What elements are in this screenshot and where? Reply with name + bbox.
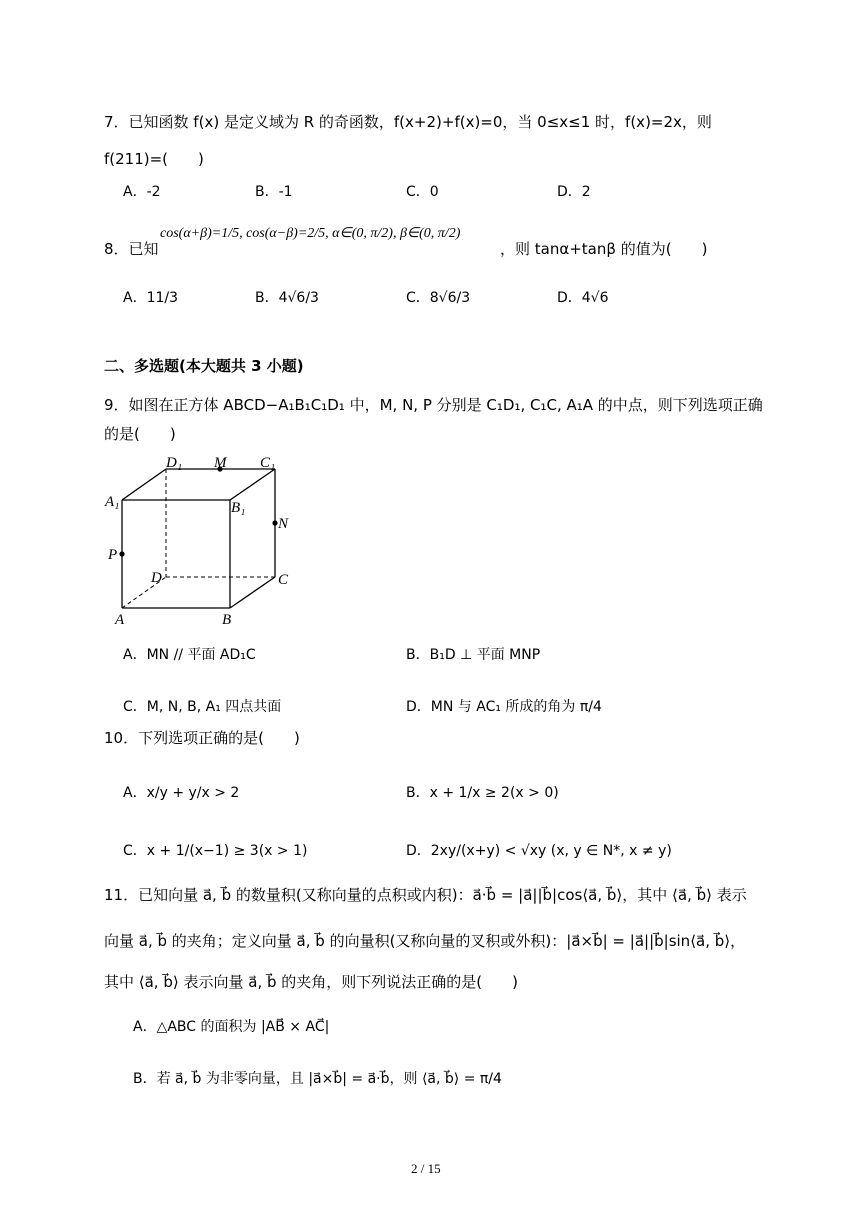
label-a: A [115, 612, 125, 628]
label-d: D [151, 570, 162, 586]
q8-option-c: C．8√6/3 [406, 290, 471, 306]
label-a1: A₁ [105, 494, 120, 510]
q11-stem-line1: 11．已知向量 a⃗, b⃗ 的数量积(又称向量的点积或内积)：a⃗·b⃗ = |a⃗||b⃗|cos⟨a⃗, b⃗⟩，其中 ⟨a⃗, b⃗⟩ 表示 [104, 886, 747, 904]
q9-option-a: A．MN // 平面 AD₁C [123, 647, 256, 663]
label-c: C [278, 572, 289, 588]
edge-b-c [230, 577, 275, 608]
q9-option-b: B．B₁D ⊥ 平面 MNP [406, 647, 541, 663]
q10-option-a: A．x/y + y/x > 2 [123, 785, 240, 801]
q8-stem-suffix: ，则 tanα+tanβ 的值为( ) [500, 240, 708, 258]
q9-option-c: C．M, N, B, A₁ 四点共面 [123, 699, 282, 715]
page-number: 2 / 15 [411, 1161, 441, 1176]
q9-stem-line1: 9．如图在正方体 ABCD−A₁B₁C₁D₁ 中，M, N, P 分别是 C₁D₁, C₁C, A₁A 的中点，则下列选项正确 [104, 396, 763, 414]
label-n: N [278, 516, 289, 532]
label-d1: D₁ [166, 455, 183, 471]
q10-option-c: C．x + 1/(x−1) ≥ 3(x > 1) [123, 843, 308, 859]
q8-condition: cos(α+β)=1/5, cos(α−β)=2/5, α∈(0, π/2), β∈(0, π/2) [160, 226, 461, 241]
cube-figure [100, 450, 300, 630]
q11-option-b: B．若 a⃗, b⃗ 为非零向量，且 |a⃗×b⃗| = a⃗·b⃗，则 ⟨a⃗, b⃗⟩ = π/4 [133, 1071, 502, 1087]
q11-option-a: A．△ABC 的面积为 |AB⃗ × AC⃗| [133, 1019, 330, 1035]
q7-option-d: D．2 [557, 184, 591, 200]
edge-b1-c1 [230, 469, 275, 500]
label-m: M [214, 455, 227, 471]
section-title: 二、多选题(本大题共 3 小题) [104, 357, 304, 375]
q7-stem-line1: 7．已知函数 f(x) 是定义域为 R 的奇函数，f(x+2)+f(x)=0，当 0≤x≤1 时，f(x)=2x，则 [104, 113, 712, 131]
q8-option-a: A．11/3 [123, 290, 179, 306]
q10-option-d: D．2xy/(x+y) < √xy (x, y ∈ N*, x ≠ y) [406, 843, 672, 859]
q7-option-b: B．-1 [255, 184, 293, 200]
point-p [119, 551, 124, 556]
q8-stem-prefix: 8．已知 [104, 240, 159, 258]
q9-option-d: D．MN 与 AC₁ 所成的角为 π/4 [406, 699, 602, 715]
q10-stem: 10．下列选项正确的是( ) [104, 729, 300, 747]
label-b1: B₁ [231, 500, 246, 516]
q7-option-a: A．-2 [123, 184, 161, 200]
q8-option-b: B．4√6/3 [255, 290, 319, 306]
q7-option-c: C．0 [406, 184, 439, 200]
q7-stem-line2: f(211)=( ) [104, 150, 204, 168]
q9-stem-line2: 的是( ) [104, 425, 176, 443]
q11-stem-line2: 向量 a⃗, b⃗ 的夹角；定义向量 a⃗, b⃗ 的向量积(又称向量的叉积或外积)：|a⃗×b⃗| = |a⃗||b⃗|sin⟨a⃗, b⃗⟩， [104, 932, 746, 950]
label-p: P [108, 547, 118, 563]
label-b: B [222, 612, 232, 628]
label-c1: C₁ [260, 455, 276, 471]
q10-option-b: B．x + 1/x ≥ 2(x > 0) [406, 785, 559, 801]
q11-stem-line3: 其中 ⟨a⃗, b⃗⟩ 表示向量 a⃗, b⃗ 的夹角，则下列说法正确的是( ) [104, 973, 518, 991]
q8-option-d: D．4√6 [557, 290, 609, 306]
edge-a1-d1 [122, 469, 166, 500]
point-n [272, 520, 277, 525]
